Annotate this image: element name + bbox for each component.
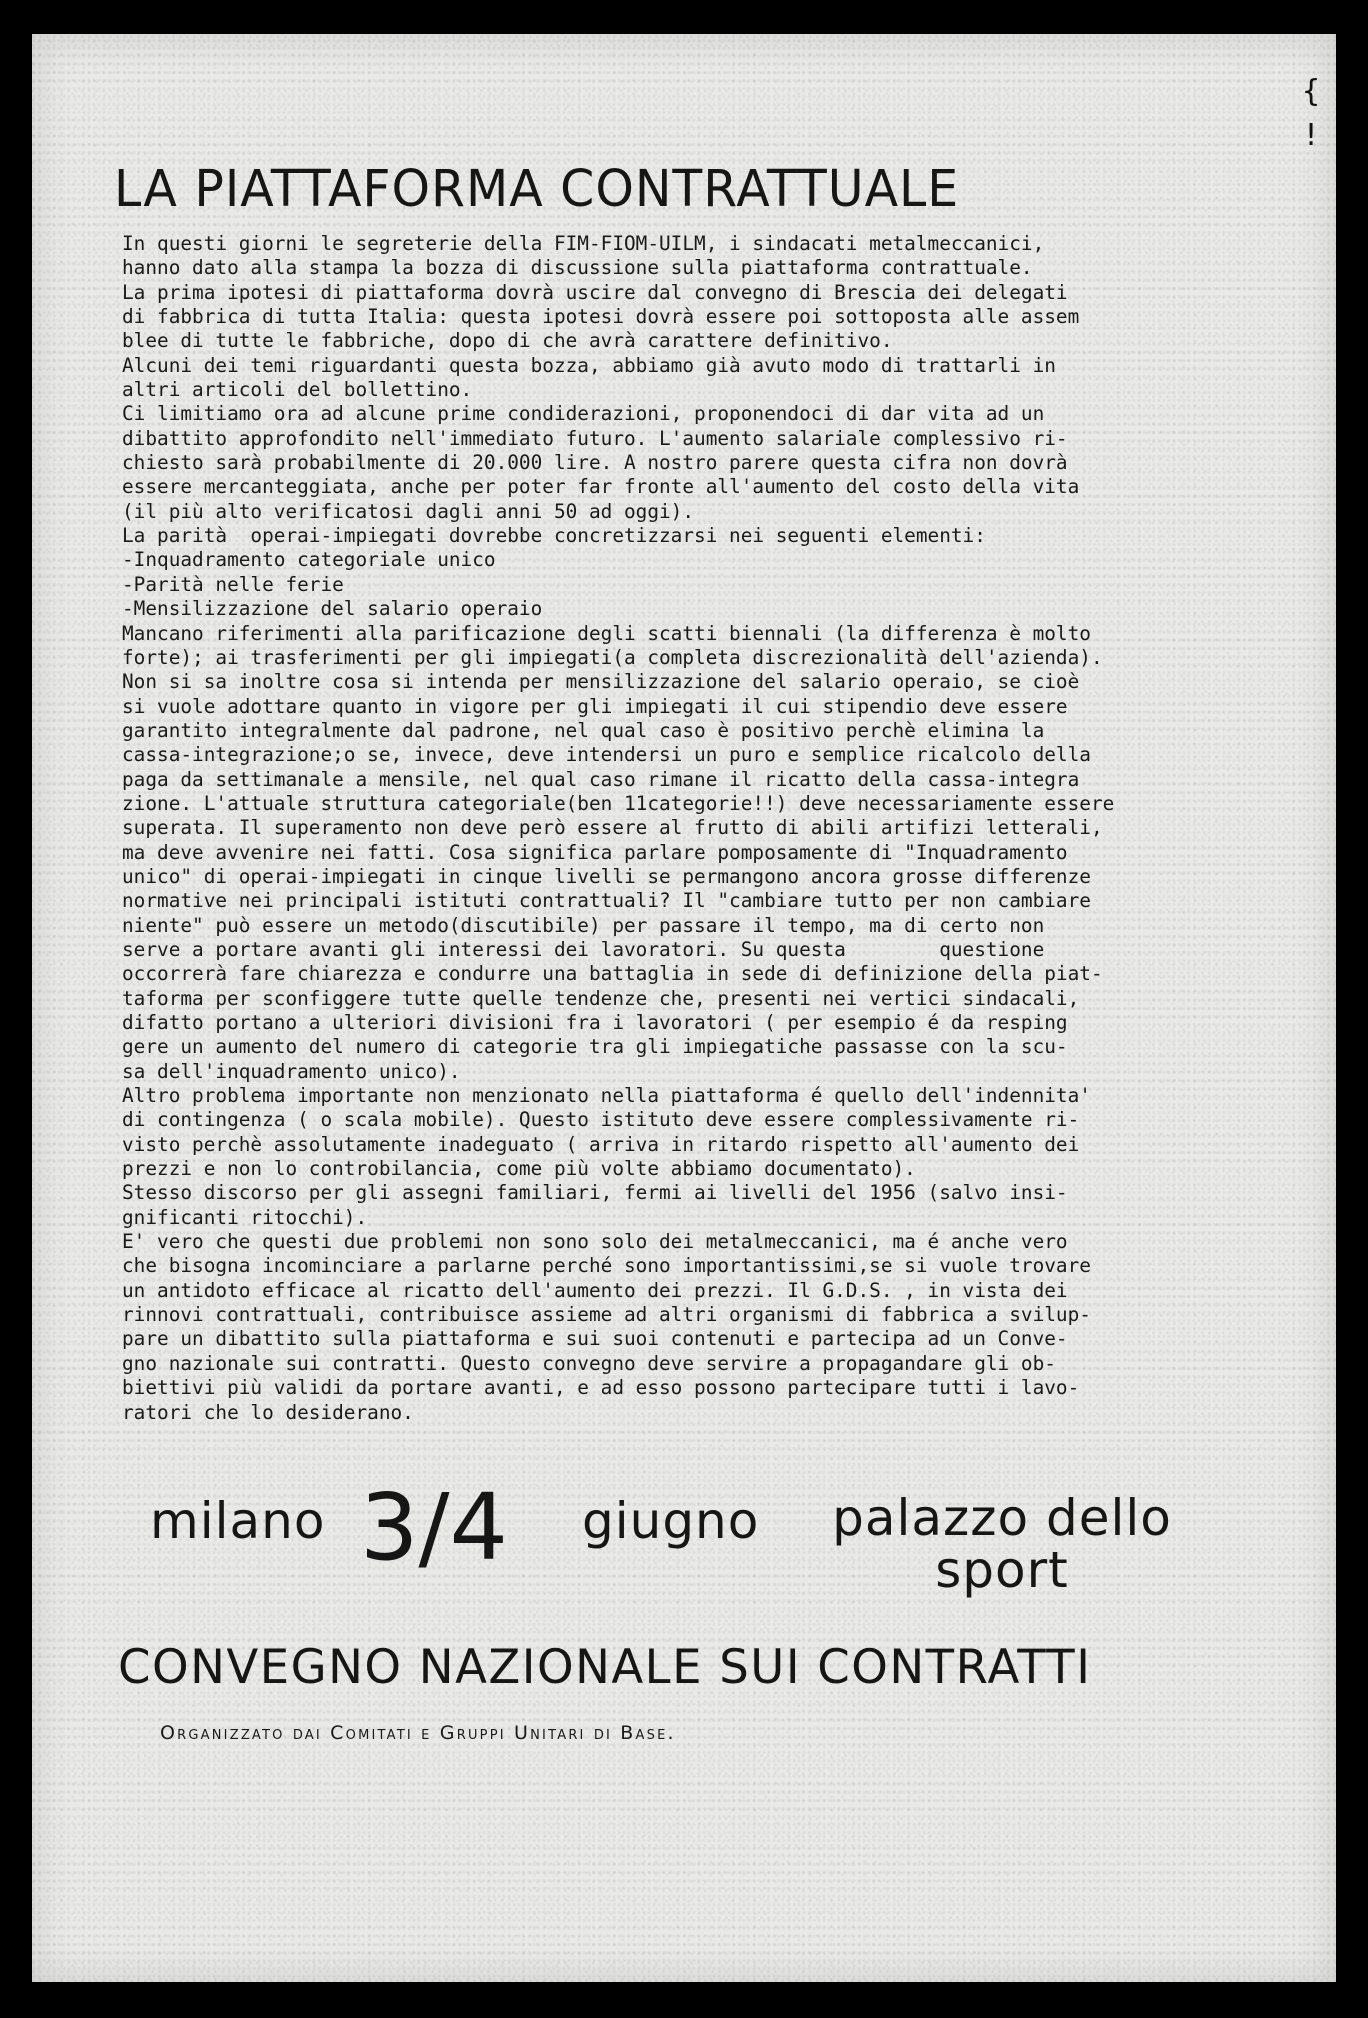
event-venue-line: sport [935,1541,1069,1599]
body-line: (il più alto verificatosi dagli anni 50 ad oggi). [122,499,695,523]
body-line: un antidoto efficace al ricatto dell'aumento dei prezzi. Il G.D.S. , in vista dei [122,1278,1068,1302]
body-line: unico" di operai-impiegati in cinque livelli se permangono ancora grosse differenze [122,864,1091,888]
body-line: La prima ipotesi di piattaforma dovrà uscire dal convegno di Brescia dei delegati [122,280,1068,304]
body-line: taforma per sconfiggere tutte quelle tendenze che, presenti nei vertici sindacali, [122,986,1080,1010]
body-line: blee di tutte le fabbriche, dopo di che avrà carattere definitivo. [122,329,893,353]
body-line: difatto portano a ulteriori divisioni fra i lavoratori ( per esempio é da resping [122,1011,1068,1034]
body-line: altri articoli del bollettino. [122,378,473,402]
body-line: ratori che lo desiderano. [122,1400,414,1424]
body-line: chiesto sarà probabilmente di 20.000 lire. A nostro parere questa cifra non dovrà [122,451,1068,475]
body-line: Altro problema importante non menzionato nella piattaforma é quello dell'indennita' [122,1084,1091,1108]
event-venue [812,1489,1192,1599]
body-line: -Parità nelle ferie [122,572,344,596]
body-line: occorrerà fare chiarezza e condurre una battaglia in sede di definizione della piat- [122,962,1103,986]
body-line: gnificanti ritocchi). [122,1205,368,1229]
event-city: milano [150,1492,326,1550]
body-line: La parità operai-impiegati dovrebbe concretizzarsi nei seguenti elementi: [122,524,986,548]
body-line: Mancano riferimenti alla parificazione degli scatti biennali (la differenza è molto [122,621,1091,645]
body-line: hanno dato alla stampa la bozza di discussione sulla piattaforma contrattuale. [122,256,1033,280]
body-line: Alcuni dei temi riguardanti questa bozza, abbiamo già avuto modo di trattarli in [122,353,1056,377]
event-announcement [150,1474,1250,1602]
event-month: giugno [582,1492,760,1550]
body-line: Stesso discorso per gli assegni familiari, fermi ai livelli del 1956 (salvo insi- [122,1181,1068,1205]
body-line: biettivi più validi da portare avanti, e ad esso possono partecipare tutti i lavo- [122,1376,1080,1400]
body-line: Non si sa inoltre cosa si intenda per mensilizzazione del salario operaio, se cioè [122,670,1080,694]
event-dates: 3/4 [360,1474,509,1581]
body-line: E' vero che questi due problemi non sono solo dei metalmeccanici, ma é anche vero [122,1230,1068,1254]
body-line: garantito integralmente dal padrone, nel qual caso è positivo perchè elimina la [122,718,1045,742]
conference-title: CONVEGNO NAZIONALE SUI CONTRATTI [118,1640,1092,1695]
body-line: -Mensilizzazione del salario operaio [122,597,543,621]
body-line: prezzi e non lo controbilancia, come più volte abbiamo documentato). [122,1157,916,1181]
body-line: gno nazionale sui contratti. Questo convegno deve servire a propagandare gli ob- [122,1351,1056,1375]
body-line: sa dell'inquadramento unico). [122,1059,461,1083]
body-line: niente" può essere un metodo(discutibile) per passare il tempo, ma di certo non [122,913,1045,937]
body-line: dibattito approfondito nell'immediato futuro. L'aumento salariale complessivo ri- [122,426,1068,450]
body-line: che bisogna incominciare a parlarne perché sono importantissimi,se si vuole trovare [122,1254,1091,1278]
body-line: normative nei principali istituti contrattuali? Il "cambiare tutto per non cambiare [122,889,1091,913]
body-line: gere un aumento del numero di categorie tra gli impiegatiche passasse con la scu- [122,1035,1068,1059]
body-line: Ci limitiamo ora ad alcune prime condiderazioni, proponendoci di dar vita ad un [122,402,1045,426]
event-venue-line: palazzo dello [832,1489,1172,1547]
body-line: di contingenza ( o scala mobile). Questo istituto deve essere complessivamente ri- [122,1108,1080,1132]
body-line: rinnovi contrattuali, contribuisce assieme ad altri organismi di fabbrica a svilup- [122,1303,1091,1327]
edge-mark: { [1302,74,1321,109]
body-line: visto perchè assolutamente inadeguato ( arriva in ritardo rispetto all'aumento dei [122,1132,1080,1156]
article-body [122,232,1252,1425]
body-line: -Inquadramento categoriale unico [122,548,496,572]
edge-marks [1302,70,1322,158]
body-line: superata. Il superamento non deve però essere al frutto di abili artifizi letterali, [122,816,1103,840]
body-line: di fabbrica di tutta Italia: questa ipotesi dovrà essere poi sottoposta alle assem [122,305,1080,329]
edge-mark: ! [1302,118,1321,153]
body-line: serve a portare avanti gli interessi dei lavoratori. Su questa questione [122,937,1045,961]
body-line: paga da settimanale a mensile, nel qual caso rimane il ricatto della cassa-integra [122,767,1080,791]
body-line: zione. L'attuale struttura categoriale(ben 11categorie!!) deve necessariamente essere [122,791,1115,815]
body-line: In questi giorni le segreterie della FIM-FIOM-UILM, i sindacati metalmeccanici, [122,232,1045,255]
body-line: pare un dibattito sulla piattaforma e sui suoi contenuti e partecipa ad un Conve- [122,1327,1068,1351]
body-line: ma deve avvenire nei fatti. Cosa significa parlare pomposamente di "Inquadramento [122,840,1068,864]
body-line: essere mercanteggiata, anche per poter far fronte all'aumento del costo della vita [122,475,1080,499]
organizers-line: Organizzato dai Comitati e Gruppi Unitari di Base. [160,1722,676,1744]
page-title: LA PIATTAFORMA CONTRATTUALE [114,160,960,219]
body-line: si vuole adottare quanto in vigore per gli impiegati il cui stipendio deve essere [122,694,1068,718]
body-line: cassa-integrazione;o se, invece, deve intendersi un puro e semplice ricalcolo della [122,743,1091,767]
body-line: forte); ai trasferimenti per gli impiegati(a completa discrezionalità dell'azienda). [122,645,1103,669]
